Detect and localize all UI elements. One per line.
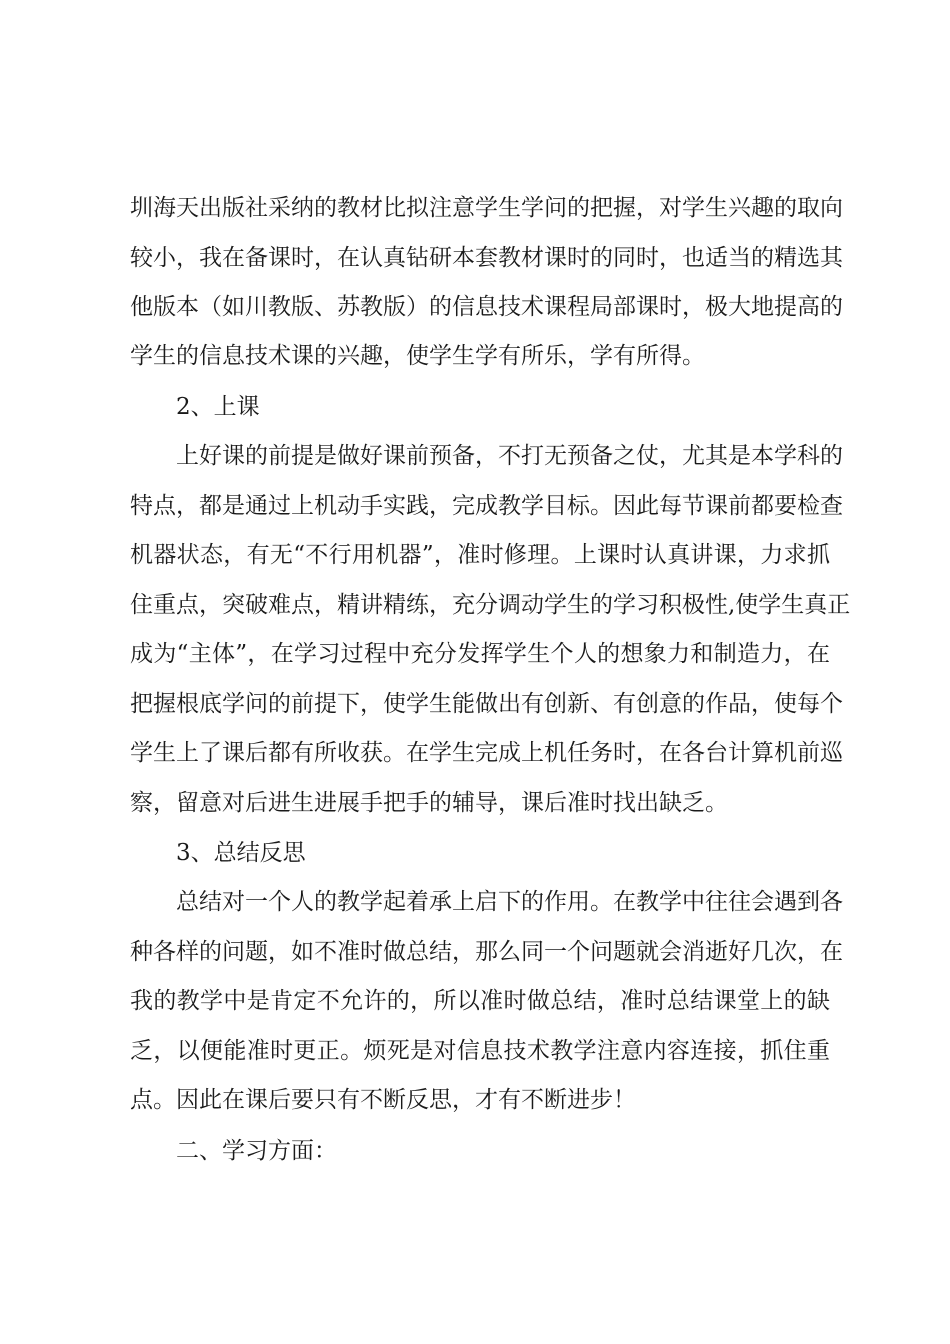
paragraph-line: 种各样的问题，如不准时做总结，那么同一个问题就会消逝好几次，在 <box>130 939 843 965</box>
paragraph-line: 圳海天出版社采纳的教材比拟注意学生学问的把握，对学生兴趣的取向 <box>130 195 843 221</box>
paragraph-line: 点。因此在课后要只有不断反思，才有不断进步！ <box>130 1087 636 1113</box>
paragraph-line: 把握根底学问的前提下，使学生能做出有创新、有创意的作品，使每个 <box>130 691 843 717</box>
paragraph-line: 乏，以便能准时更正。烦死是对信息技术教学注意内容连接，抓住重 <box>130 1038 830 1064</box>
paragraph-line: 特点，都是通过上机动手实践，完成教学目标。因此每节课前都要检查 <box>130 493 843 519</box>
section-heading: 3、总结反思 <box>176 840 306 866</box>
paragraph-line: 察，留意对后进生进展手把手的辅导，课后准时找出缺乏。 <box>130 790 728 816</box>
paragraph-line: 住重点，突破难点，精讲精练，充分调动学生的学习积极性,使学生真正 <box>130 592 851 618</box>
paragraph-line: 我的教学中是肯定不允许的，所以准时做总结，准时总结课堂上的缺 <box>130 988 830 1014</box>
paragraph-line: 学生上了课后都有所收获。在学生完成上机任务时，在各台计算机前巡 <box>130 740 843 766</box>
paragraph-line: 他版本（如川教版、苏教版）的信息技术课程局部课时，极大地提高的 <box>130 294 843 320</box>
paragraph-line: 成为“主体”，在学习过程中充分发挥学生个人的想象力和制造力，在 <box>130 641 830 667</box>
paragraph-line: 学生的信息技术课的兴趣，使学生学有所乐，学有所得。 <box>130 343 705 369</box>
paragraph-line: 较小，我在备课时，在认真钻研本套教材课时的同时，也适当的精选其 <box>130 245 843 271</box>
section-heading: 二、学习方面： <box>176 1138 337 1164</box>
paragraph-line: 机器状态，有无“不行用机器”，准时修理。上课时认真讲课，力求抓 <box>130 542 830 568</box>
section-heading: 2、上课 <box>176 394 260 420</box>
paragraph-line: 上好课的前提是做好课前预备，不打无预备之仗，尤其是本学科的 <box>176 443 843 469</box>
paragraph-line: 总结对一个人的教学起着承上启下的作用。在教学中往往会遇到各 <box>176 889 843 915</box>
